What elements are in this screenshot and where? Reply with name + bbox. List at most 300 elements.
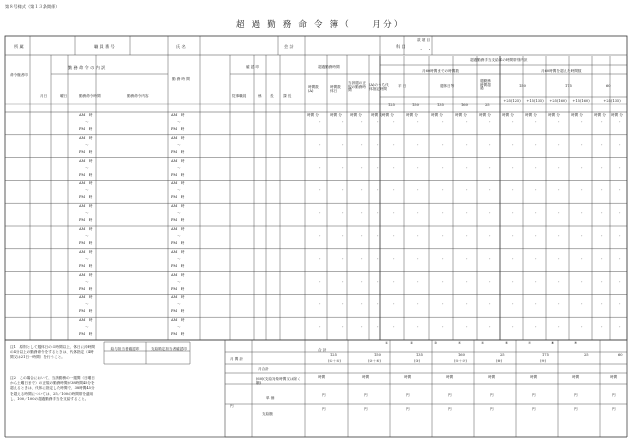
time-dot: ・ (318, 188, 322, 193)
time-dot: ・ (376, 120, 380, 124)
time-dot: ・ (580, 188, 584, 193)
time-dot: ・ (441, 211, 445, 216)
time-dot: ・ (465, 325, 469, 330)
order-time-am: AM 時 (79, 204, 93, 209)
work-time-pm: PM 時 (171, 286, 185, 291)
summary-hours: 時間 (530, 375, 538, 379)
cho-label: 長 (270, 94, 274, 98)
rate-125: 125 (388, 103, 395, 107)
summary-formula: (③) (414, 359, 421, 363)
time-dot: ・ (318, 211, 322, 216)
time-dot: ・ (488, 120, 492, 124)
order-time-pm: PM 時 (79, 309, 93, 314)
time-dot: ・ (465, 165, 469, 170)
time-dot: ・ (580, 142, 584, 147)
summary-rate: 150 (374, 353, 381, 357)
work-time-wave: 〜 (177, 188, 181, 193)
time-dot: ・ (341, 325, 345, 330)
summary-formula: (⑨) (540, 359, 547, 363)
time-dot: ・ (318, 302, 322, 307)
time-dot: ・ (376, 279, 380, 284)
summary-hours: 時間 (572, 375, 580, 379)
time-dot: ・ (534, 325, 538, 330)
time-dot: ・ (416, 325, 420, 330)
work-time-wave: 〜 (177, 211, 181, 216)
hm-header: 時間 分 (371, 113, 383, 117)
time-dot: ・ (341, 211, 345, 216)
time-dot: ・ (360, 211, 364, 216)
time-dot: ・ (318, 142, 322, 147)
cut60-label: (60)(支給対象時間又は除く額) (256, 377, 301, 385)
summary-formula: (②＋⑥) (368, 359, 381, 363)
hm-header: 時間 分 (307, 113, 319, 117)
time-dot: ・ (318, 325, 322, 330)
summary-yen-amount: 円 (532, 407, 536, 411)
time-dot: ・ (557, 256, 561, 261)
time-dot: ・ (376, 188, 380, 193)
time-dot: ・ (392, 188, 396, 193)
order-time-wave: 〜 (85, 234, 89, 238)
time-dot: ・ (441, 302, 445, 307)
time-dot: ・ (488, 325, 492, 330)
time-dot: ・ (376, 302, 380, 307)
time-dot: ・ (488, 211, 492, 216)
staff-no-label: 職 員 番 号 (94, 44, 115, 49)
time-dot: ・ (488, 234, 492, 238)
summary-hours: 時間 (404, 375, 412, 379)
time-dot: ・ (534, 256, 538, 261)
time-dot: ・ (392, 165, 396, 170)
time-dot: ・ (465, 279, 469, 284)
time-dot: ・ (600, 325, 604, 330)
time-dot: ・ (392, 142, 396, 147)
time-dot: ・ (376, 142, 380, 147)
work-time-pm: PM 時 (171, 263, 185, 268)
time-dot: ・ (376, 234, 380, 238)
order-time-pm: PM 時 (79, 172, 93, 177)
summary-hours: 時間 (362, 375, 370, 379)
circle-mark: ⑥ (505, 341, 509, 345)
summary-yen-amount: 円 (364, 407, 368, 411)
order-time-wave: 〜 (85, 211, 89, 216)
time-dot: ・ (600, 234, 604, 238)
summary-hours: 時間 (488, 375, 496, 379)
time-dot: ・ (511, 211, 515, 216)
work-time-am: AM 時 (171, 295, 185, 300)
work-time-am: AM 時 (171, 204, 185, 209)
circle-mark: ⑦ (528, 341, 532, 345)
order-time-am: AM 時 (79, 249, 93, 254)
time-dot: ・ (465, 188, 469, 193)
rate-25: 25 (485, 103, 490, 107)
work-time-am: AM 時 (171, 318, 185, 323)
time-dot: ・ (580, 256, 584, 261)
weekly-exceed-label: 週勤務時間超過 (480, 79, 491, 91)
summary-rate: 135 (416, 353, 423, 357)
time-dot: ・ (534, 302, 538, 307)
summary-rate: 175 (542, 353, 549, 357)
monthly-total-label: 月 間 計 (230, 357, 244, 361)
time-dot: ・ (318, 234, 322, 238)
time-dot: ・ (341, 142, 345, 147)
time-dot: ・ (360, 165, 364, 170)
over-sub-5: +25(135) (603, 99, 621, 103)
time-dot: ・ (318, 165, 322, 170)
over-sub-3: +25(160) (549, 99, 567, 103)
time-dot: ・ (441, 279, 445, 284)
order-time-am: AM 時 (79, 227, 93, 231)
time-dot: ・ (416, 234, 420, 238)
work-time-am: AM 時 (171, 227, 185, 231)
work-time-pm: PM 時 (171, 127, 185, 131)
work-time-wave: 〜 (177, 165, 181, 170)
hm-header: 時間 分 (525, 113, 537, 117)
note-1: 注1 原則として週休日の４時間以上、休日に沖時間の4分以上の勤務命令をするときは、代休指定（4時間又は21日一時間）を行うこと。 (10, 345, 95, 360)
time-dot: ・ (376, 165, 380, 170)
time-dot: ・ (511, 165, 515, 170)
time-dot: ・ (416, 302, 420, 307)
confirm-seal-label: 確 認 印 (246, 65, 260, 69)
summary-yen-unit: 円 (448, 393, 452, 397)
work-time-wave: 〜 (177, 142, 181, 147)
time-dot: ・ (511, 120, 515, 124)
summary-yen-amount: 円 (490, 407, 494, 411)
time-dot: ・ (580, 325, 584, 330)
time-dot: ・ (534, 279, 538, 284)
order-time-pm: PM 時 (79, 332, 93, 337)
time-dot: ・ (618, 211, 622, 216)
order-time-am: AM 時 (79, 113, 93, 117)
summary-rate: 160 (458, 353, 465, 357)
summary-rate: 25 (500, 353, 505, 357)
summary-yen-amount: 円 (612, 407, 616, 411)
time-dot: ・ (618, 302, 622, 307)
work-time-wave: 〜 (177, 120, 181, 124)
summary-rate: 25 (584, 353, 589, 357)
order-time-wave: 〜 (85, 165, 89, 170)
work-time-am: AM 時 (171, 249, 185, 254)
time-dot: ・ (416, 188, 420, 193)
order-time-wave: 〜 (85, 188, 89, 193)
time-dot: ・ (557, 188, 561, 193)
time-dot: ・ (534, 234, 538, 238)
time-dot: ・ (318, 120, 322, 124)
time-dot: ・ (360, 142, 364, 147)
summary-yen-unit: 円 (406, 393, 410, 397)
time-dot: ・ (557, 325, 561, 330)
hm-header: 時間 分 (350, 113, 362, 117)
work-time-wave: 〜 (177, 234, 181, 238)
work-time-pm: PM 時 (171, 218, 185, 223)
time-dot: ・ (557, 120, 561, 124)
summary-yen-unit: 円 (322, 393, 326, 397)
work-time-pm: PM 時 (171, 241, 185, 245)
kakari-label: 係 (258, 94, 262, 98)
time-dot: ・ (557, 302, 561, 307)
time-dot: ・ (360, 234, 364, 238)
hm-header: 時間 分 (382, 113, 394, 117)
time-dot: ・ (600, 256, 604, 261)
rate-150: 150 (412, 103, 419, 107)
work-time-pm: PM 時 (171, 172, 185, 177)
time-dot: ・ (392, 325, 396, 330)
weekly-hours-label: 当該週の正規の勤務時間 (348, 81, 366, 93)
time-dot: ・ (600, 142, 604, 147)
over-sub-1: +25(125) (503, 99, 521, 103)
order-time-am: AM 時 (79, 295, 93, 300)
over-rate-150: 150 (519, 84, 526, 88)
page-title: 超 過 勤 務 命 令 簿（ 月分） (236, 20, 405, 30)
time-dot: ・ (360, 188, 364, 193)
within60-label: 月60時間までの時間数 (422, 69, 459, 73)
time-dot: ・ (465, 211, 469, 216)
work-time-wave: 〜 (177, 279, 181, 284)
summary-formula: (①＋⑤) (328, 359, 341, 363)
time-dot: ・ (441, 165, 445, 170)
order-time-wave: 〜 (85, 120, 89, 124)
order-time-pm: PM 時 (79, 195, 93, 200)
unit-price-label: 単 価 (266, 396, 275, 400)
time-dot: ・ (441, 325, 445, 330)
summary-yen-unit: 円 (612, 393, 616, 397)
time-dot: ・ (534, 211, 538, 216)
time-dot: ・ (618, 142, 622, 147)
work-time-am: AM 時 (171, 158, 185, 163)
approver-seal-label: 命令権者印 (10, 73, 28, 77)
time-dot: ・ (341, 120, 345, 124)
summary-yen-amount: 円 (574, 407, 578, 411)
order-time-pm: PM 時 (79, 263, 93, 268)
work-time-label: 勤 務 時 間 (172, 77, 190, 81)
order-time-label: 勤務命令時間 (79, 94, 101, 98)
hm-header: 時間 分 (431, 113, 443, 117)
work-time-wave: 〜 (177, 302, 181, 307)
time-dot: ・ (441, 234, 445, 238)
kan-kou-dots: ・ ・ (419, 47, 432, 52)
summary-hours: 時間 (318, 375, 326, 379)
month-day-label: 月日 (40, 94, 48, 98)
time-dot: ・ (600, 120, 604, 124)
time-dot: ・ (511, 256, 515, 261)
summary-yen-amount: 円 (322, 407, 326, 411)
time-dot: ・ (392, 120, 396, 124)
circle-mark: ⑤ (481, 341, 485, 345)
time-dot: ・ (534, 142, 538, 147)
time-dot: ・ (465, 142, 469, 147)
circle-mark: ③ (434, 341, 438, 345)
time-dot: ・ (618, 120, 622, 124)
time-dot: ・ (341, 302, 345, 307)
time-dot: ・ (618, 165, 622, 170)
order-time-wave: 〜 (85, 256, 89, 261)
note-2: 注2 この場合において、当該勤務の一週間（日曜日から土曜日まで）の正規の勤務時間が38時間45分を超えるときは、代休に指定した時間で、38時間45分を超える時間については、25／100の時間帯を適用し、100／100の超過勤務手当を支給すること。 (10, 376, 95, 401)
summary-yen-unit: 円 (490, 393, 494, 397)
order-time-pm: PM 時 (79, 286, 93, 291)
time-dot: ・ (341, 256, 345, 261)
time-dot: ・ (580, 211, 584, 216)
time-dot: ・ (600, 211, 604, 216)
breakdown-label: 超過勤務手当支給率の時間帯別内訳 (470, 58, 528, 62)
time-dot: ・ (600, 302, 604, 307)
time-dot: ・ (341, 165, 345, 170)
time-dot: ・ (441, 188, 445, 193)
time-dot: ・ (600, 279, 604, 284)
work-time-pm: PM 時 (171, 149, 185, 154)
summary-formula: (⑧) (496, 359, 503, 363)
circle-mark: ⑨ (574, 341, 578, 345)
summary-yen-unit: 円 (574, 393, 578, 397)
hm-header: 時間 分 (594, 113, 606, 117)
time-dot: ・ (392, 211, 396, 216)
heijitsu-label: 平 日 (398, 84, 407, 88)
hm-header: 時間 分 (548, 113, 560, 117)
time-dot: ・ (557, 234, 561, 238)
order-detail-label: 勤務命令内容 (127, 94, 149, 98)
time-dot: ・ (511, 142, 515, 147)
over-rate-60: 60 (606, 84, 611, 88)
form-number: 第８号様式（第１３条関係） (5, 4, 60, 9)
order-time-pm: PM 時 (79, 149, 93, 154)
work-time-pm: PM 時 (171, 195, 185, 200)
hm-header: 時間 分 (611, 113, 623, 117)
time-dot: ・ (618, 325, 622, 330)
time-dot: ・ (341, 188, 345, 193)
time-dot: ・ (376, 256, 380, 261)
time-dot: ・ (488, 302, 492, 307)
order-time-pm: PM 時 (79, 218, 93, 223)
summary-yen-amount: 円 (448, 407, 452, 411)
rate-160: 160 (461, 103, 468, 107)
summary-hours: 時間 (610, 375, 618, 379)
time-dot: ・ (488, 142, 492, 147)
work-time-am: AM 時 (171, 135, 185, 140)
time-dot: ・ (534, 120, 538, 124)
work-time-wave: 〜 (177, 325, 181, 330)
hm-header: 時間 分 (330, 113, 342, 117)
hm-header: 時間 分 (455, 113, 467, 117)
order-time-am: AM 時 (79, 135, 93, 140)
order-time-wave: 〜 (85, 142, 89, 147)
amount-label: 支給額 (262, 412, 273, 416)
time-dot: ・ (488, 256, 492, 261)
time-dot: ・ (557, 142, 561, 147)
time-dot: ・ (465, 256, 469, 261)
hm-header: 時間 分 (406, 113, 418, 117)
order-time-am: AM 時 (79, 158, 93, 163)
reporter-label: 従事職員 (232, 94, 247, 98)
over-sub-2: +15(135) (526, 99, 544, 103)
hm-header: 時間 分 (502, 113, 514, 117)
summary-yen-unit: 円 (532, 393, 536, 397)
hm-header: 時間 分 (571, 113, 583, 117)
time-dot: ・ (360, 302, 364, 307)
time-dot: ・ (392, 234, 396, 238)
order-time-pm: PM 時 (79, 127, 93, 131)
work-time-wave: 〜 (177, 256, 181, 261)
time-dot: ・ (534, 188, 538, 193)
ledger-check-box: 支給勘定担当者確認印 (151, 347, 187, 351)
time-dot: ・ (416, 165, 420, 170)
kyujitsu-label: 週休日等 (440, 84, 455, 88)
holiday-hours-label: 時間数休日 (330, 85, 341, 93)
time-dot: ・ (341, 234, 345, 238)
time-dot: ・ (600, 188, 604, 193)
time-dot: ・ (392, 256, 396, 261)
time-dot: ・ (511, 302, 515, 307)
time-dot: ・ (511, 279, 515, 284)
summary-rate: 60 (618, 353, 623, 357)
time-dot: ・ (600, 165, 604, 170)
summary-hours: 時間 (446, 375, 454, 379)
time-dot: ・ (511, 234, 515, 238)
work-time-am: AM 時 (171, 113, 185, 117)
dept-label: 所 属 (14, 44, 24, 49)
overtime-actual-label: 超過勤務時間 (318, 65, 340, 69)
over-rate-175: 175 (565, 84, 572, 88)
time-dot: ・ (488, 165, 492, 170)
work-time-pm: PM 時 (171, 332, 185, 337)
time-dot: ・ (488, 279, 492, 284)
time-dot: ・ (618, 234, 622, 238)
summary-yen-unit: 円 (364, 393, 368, 397)
time-dot: ・ (392, 302, 396, 307)
time-dot: ・ (416, 256, 420, 261)
kacho-label: 課 長 (283, 94, 292, 98)
time-dot: ・ (488, 188, 492, 193)
time-dot: ・ (580, 120, 584, 124)
order-time-wave: 〜 (85, 302, 89, 307)
time-dot: ・ (441, 256, 445, 261)
time-dot: ・ (557, 279, 561, 284)
time-dot: ・ (580, 279, 584, 284)
time-dot: ・ (580, 234, 584, 238)
circle-mark: ② (410, 341, 414, 345)
time-dot: ・ (534, 165, 538, 170)
time-dot: ・ (441, 142, 445, 147)
hours-a-label: 時間数(A) (308, 85, 319, 93)
time-dot: ・ (580, 165, 584, 170)
time-dot: ・ (318, 279, 322, 284)
time-dot: ・ (318, 256, 322, 261)
kan-kou-label: 款 項 目 (417, 38, 431, 42)
work-time-am: AM 時 (171, 181, 185, 186)
time-dot: ・ (618, 188, 622, 193)
order-time-am: AM 時 (79, 318, 93, 323)
summary-formula: (④＋⑦) (454, 359, 467, 363)
time-dot: ・ (465, 302, 469, 307)
time-dot: ・ (360, 256, 364, 261)
time-dot: ・ (465, 234, 469, 238)
time-dot: ・ (511, 188, 515, 193)
sum-label: 合 計 (318, 348, 327, 352)
time-dot: ・ (580, 302, 584, 307)
work-time-am: AM 時 (171, 272, 185, 277)
order-time-wave: 〜 (85, 325, 89, 330)
rate-135: 135 (437, 103, 444, 107)
time-dot: ・ (416, 142, 420, 147)
time-dot: ・ (557, 211, 561, 216)
order-time-am: AM 時 (79, 181, 93, 186)
time-dot: ・ (618, 279, 622, 284)
hm-header: 時間 分 (479, 113, 491, 117)
time-dot: ・ (557, 165, 561, 170)
order-time-pm: PM 時 (79, 241, 93, 245)
over60-label: 月60時間を超えた時間数 (541, 69, 582, 73)
time-dot: ・ (618, 256, 622, 261)
over-sub-4: +15(160) (572, 99, 590, 103)
payroll-check-box: 給与担当者確認印 (110, 347, 140, 351)
yen-label: 円 (230, 404, 234, 408)
